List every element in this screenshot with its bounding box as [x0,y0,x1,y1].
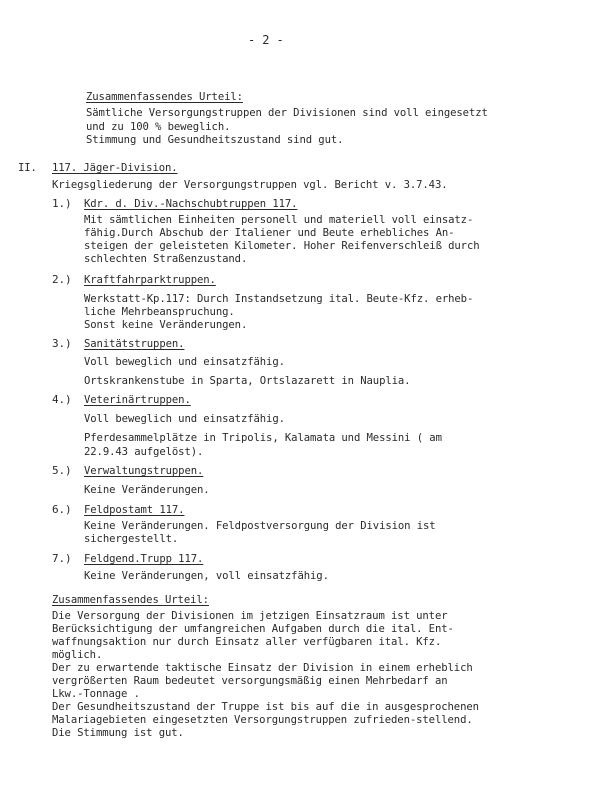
item-heading: Feldpostamt 117. [84,504,185,516]
item-heading: Kdr. d. Div.-Nachschubtruppen 117. [84,198,298,210]
division-subtitle: Kriegsgliederung der Versorgungstruppen vgl. Bericht v. 3.7.43. [52,179,448,191]
section-numeral: II. [18,162,37,174]
item-number: 2.) [52,273,72,286]
summary-heading: Zusammenfassendes Urteil: [52,594,209,606]
summary-heading: Zusammenfassendes Urteil: [86,91,243,103]
item-line: Mit sämtlichen Einheiten personell und materiell voll einsatz- [84,214,474,226]
item-heading: Verwaltungstruppen. [84,465,204,477]
division-title: 117. Jäger-Division. [52,162,178,174]
summary-line: Stimmung und Gesundheitszustand sind gut. [86,134,344,146]
summary-line: Lkw.-Tonnage . [52,688,140,700]
item-heading: Kraftfahrparktruppen. [84,274,216,286]
item-heading: Sanitätstruppen. [84,338,185,350]
item-line: Ortskrankenstube in Sparta, Ortslazarett in Nauplia. [84,375,411,387]
item-number: 7.) [52,552,72,565]
item-line: liche Mehrbeanspruchung. [84,306,235,318]
summary-line: Der zu erwartende taktische Einsatz der Division in einem erheblich [52,662,473,674]
item-line: 22.9.43 aufgelöst). [84,446,204,458]
summary-line: Sämtliche Versorgungstruppen der Divisionen sind voll eingesetzt [86,107,488,119]
summary-line: möglich. [52,649,103,661]
item-line: Keine Veränderungen, voll einsatzfähig. [84,570,329,582]
summary-line: Der Gesundheitszustand der Truppe ist bis auf die in ausgesprochenen [52,701,479,713]
summary-line: Malariagebieten eingesetzten Versorgungstruppen zufrieden-stellend. [52,714,473,726]
item-line: Voll beweglich und einsatzfähig. [84,413,285,425]
summary-line: und zu 100 % beweglich. [86,121,231,133]
summary-line: Die Versorgung der Divisionen im jetzigen Einsatzraum ist unter [52,610,448,622]
item-line: Keine Veränderungen. [84,484,210,496]
item-line: schlechten Straßenzustand. [84,253,248,265]
item-line: sichergestellt. [84,533,179,545]
item-line: Sonst keine Veränderungen. [84,319,248,331]
item-line: fähig.Durch Abschub der Italiener und Beute erhebliches An- [84,227,455,239]
summary-line: Die Stimmung ist gut. [52,727,184,739]
item-line: Pferdesammelplätze in Tripolis, Kalamata und Messini ( am [84,432,442,444]
item-number: 6.) [52,503,72,516]
item-number: 4.) [52,393,72,406]
item-heading: Feldgend.Trupp 117. [84,553,204,565]
item-line: Keine Veränderungen. Feldpostversorgung der Division ist [84,520,436,532]
summary-line: waffnungsaktion nur durch Einsatz aller verfügbaren ital. Kfz. [52,636,442,648]
item-number: 3.) [52,337,72,350]
item-number: 1.) [52,197,72,210]
item-line: steigen der geleisteten Kilometer. Hoher Reifenverschleiß durch [84,240,480,252]
item-line: Voll beweglich und einsatzfähig. [84,356,285,368]
item-number: 5.) [52,464,72,477]
summary-line: vergrößerten Raum bedeutet versorgungsmäßig einen Mehrbedarf an [52,675,448,687]
item-heading: Veterinärtruppen. [84,394,191,406]
page-number: - 2 - [248,33,284,47]
item-line: Werkstatt-Kp.117: Durch Instandsetzung ital. Beute-Kfz. erheb- [84,293,474,305]
summary-line: Berücksichtigung der umfangreichen Aufgaben durch die ital. Ent- [52,623,454,635]
